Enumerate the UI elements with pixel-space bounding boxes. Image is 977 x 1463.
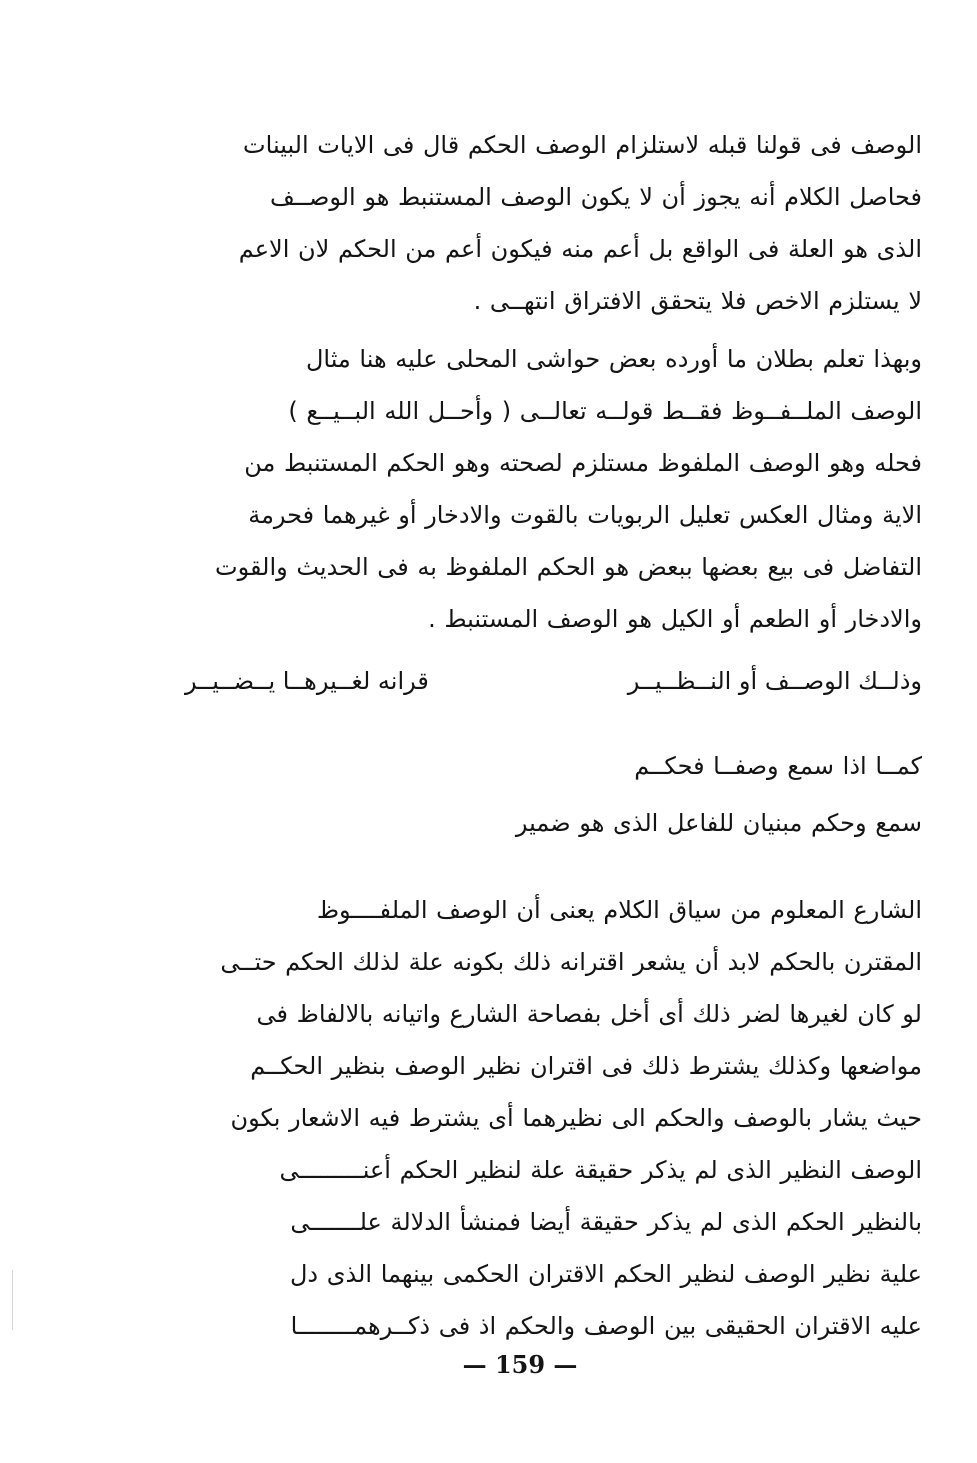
paragraph-3 [185,797,922,849]
text-line: والادخار أو الطعم أو الكيل هو الوصف المستنبط . [428,605,922,633]
paragraph-1 [185,119,922,327]
text-line: المقترن بالحكم لابد أن يشعر اقترانه ذلك بكونه علة لذلك الحكم حتــى [220,948,922,976]
verse-line-2 [400,740,922,792]
text-line: سمع وحكم مبنيان للفاعل الذى هو ضمير [515,809,922,837]
text-line: الذى هو العلة فى الواقع بل أعم منه فيكون أعم من الحكم لان الاعم [238,235,922,263]
text-line: فحله وهو الوصف الملفوظ مستلزم لصحته وهو الحكم المستنبط من [244,449,922,477]
text-line: بالنظير الحكم الذى لم يذكر حقيقة أيضا فمنشأ الدلالة علـــــــى [290,1208,922,1236]
text-line: الوصف الملــفــوظ فقــط قولــه تعالــى ( وأحــل الله البــيــع ) [288,397,922,425]
scan-edge-mark [12,1270,13,1330]
text-line: فحاصل الكلام أنه يجوز أن لا يكون الوصف المستنبط هو الوصــف [270,183,922,211]
text-line: لا يستلزم الاخص فلا يتحقق الافتراق انتهــى . [473,287,922,315]
text-line: مواضعها وكذلك يشترط ذلك فى اقتران نظير الوصف بنظير الحكــم [250,1052,922,1080]
text-line: علية نظير الوصف لنظير الحكم الاقتران الحكمى بينهما الذى دل [289,1260,922,1288]
text-line: الوصف فى قولنا قبله لاستلزام الوصف الحكم قال فى الايات البينات [243,131,922,159]
verse-line-1 [185,655,922,707]
text-line: حيث يشار بالوصف والحكم الى نظيرهما أى يشترط فيه الاشعار بكون [230,1104,922,1132]
text-line: الاية ومثال العكس تعليل الربويات بالقوت والادخار أو غيرهما فحرمة [248,501,922,529]
text-line: لو كان لغيرها لضر ذلك أى أخل بفصاحة الشارع واتيانه بالالفاظ فى [256,1000,922,1028]
text-line: الوصف النظير الذى لم يذكر حقيقة علة لنظير الحكم أعنـــــــــى [279,1156,922,1184]
page-number: — 159 — [462,1350,578,1379]
verse-second-hemistich: قرانه لغــيرهــا يــضــيــر [185,667,429,695]
text-line: التفاضل فى بيع بعضها ببعض هو الحكم الملفوظ به فى الحديث والقوت [215,553,922,581]
verse-text: كمــا اذا سمع وصفــا فحكــم [634,752,922,780]
text-line: عليه الاقتران الحقيقى بين الوصف والحكم اذ فى ذكــرهمــــــــا [290,1312,922,1340]
paragraph-2 [185,333,922,645]
text-line: الشارع المعلوم من سياق الكلام يعنى أن الوصف الملفــــوظ [316,896,922,924]
text-line: وبهذا تعلم بطلان ما أورده بعض حواشى المحلى عليه هنا مثال [305,345,922,373]
paragraph-4 [185,884,922,1352]
verse-first-hemistich: وذلــك الوصــف أو النــظــيــر [627,667,922,695]
